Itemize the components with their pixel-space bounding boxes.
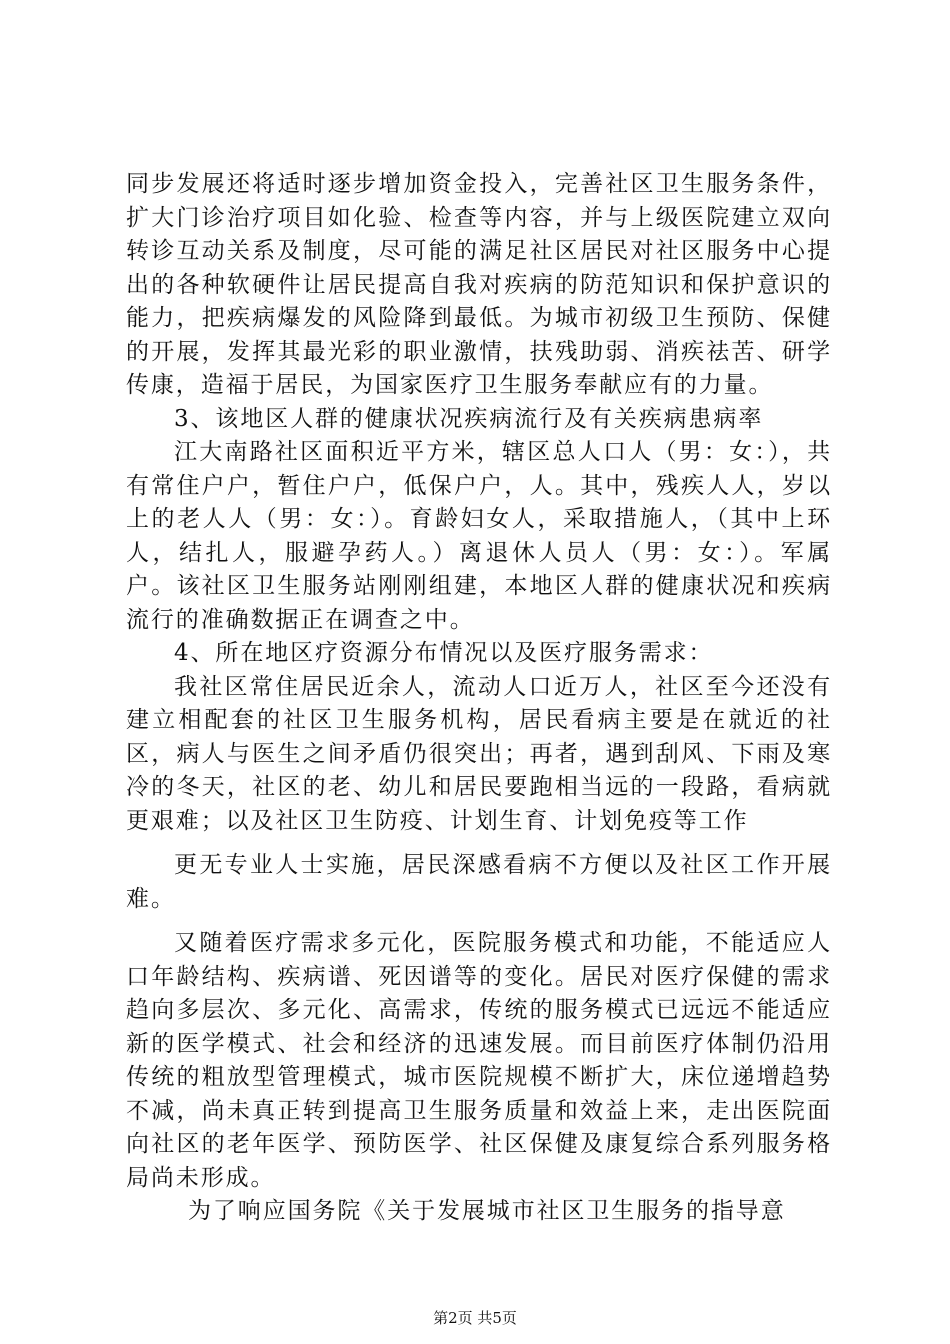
- paragraph-population: 江大南路社区面积近平方米，辖区总人口人（男：女：），共有常住户户，暂住户户，低保户户，人。其中，残疾人人，岁以上的老人人（男：女：）。育龄妇女人，采取措施人，（其中上环人，结扎人，服避孕药人。）离退休人员人（男：女：）。军属户。该社区卫生服务站刚刚组建，本地区人群的健康状况和疾病流行的准确数据正在调查之中。: [126, 439, 832, 633]
- paragraph-reform: 又随着医疗需求多元化，医院服务模式和功能，不能适应人口年龄结构、疾病谱、死因谱等的变化。居民对医疗保健的需求趋向多层次、多元化、高需求，传统的服务模式已远远不能适应新的医学模式、社会和经济的迅速发展。而目前医疗体制仍沿用传统的粗放型管理模式，城市医院规模不断扩大，床位递增趋势不减，尚未真正转到提高卫生服务质量和效益上来，走出医院面向社区的老年医学、预防医学、社区保健及康复综合系列服务格局尚未形成。: [126, 930, 832, 1191]
- page-number-footer: 第2页 共5页: [433, 1309, 517, 1327]
- section-heading-3: 3、该地区人群的健康状况疾病流行及有关疾病患病率: [174, 405, 764, 432]
- paragraph-state-council: 为了响应国务院《关于发展城市社区卫生服务的指导意: [188, 1198, 786, 1224]
- document-body: [126, 168, 832, 1229]
- paragraph-demand: 我社区常住居民近余人，流动人口近万人，社区至今还没有建立相配套的社区卫生服务机构，居民看病主要是在就近的社区，病人与医生之间矛盾仍很突出；再者，遇到刮风、下雨及寒冷的冬天，社区的老、幼儿和居民要跑相当远的一段路，看病就更艰难；以及社区卫生防疫、计划生育、计划免疫等工作: [126, 673, 832, 834]
- section-heading-4: 4、所在地区疗资源分布情况以及医疗服务需求：: [174, 640, 714, 666]
- paragraph-continuation: 同步发展还将适时逐步增加资金投入，完善社区卫生服务条件，扩大门诊治疗项目如化验、检查等内容，并与上级医院建立双向转诊互动关系及制度，尽可能的满足社区居民对社区服务中心提出的各种软硬件让居民提高自我对疾病的防范知识和保护意识的能力，把疾病爆发的风险降到最低。为城市初级卫生预防、保健的开展，发挥其最光彩的职业激情，扶残助弱、消疾祛苦、研学传康，造福于居民，为国家医疗卫生服务奉献应有的力量。: [126, 171, 832, 398]
- paragraph-staffing: 更无专业人士实施，居民深感看病不方便以及社区工作开展难。: [126, 852, 832, 912]
